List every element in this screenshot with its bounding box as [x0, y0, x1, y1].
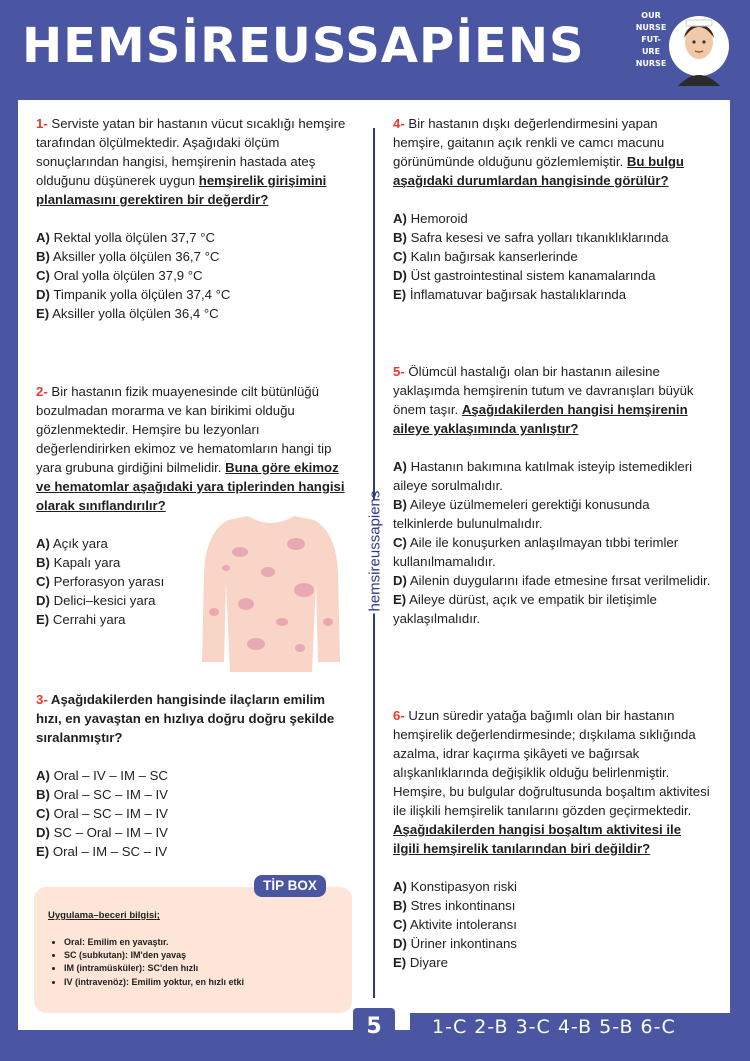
question-emphasis: Buna göre ekimoz ve hematomlar aşağıdaki yara tiplerinden hangisi olarak sınıflandırılır?	[36, 460, 345, 513]
option-c[interactable]	[393, 247, 711, 266]
option-letter: B)	[393, 230, 407, 245]
option-text: İnflamatuvar bağırsak hastalıklarında	[409, 287, 627, 302]
question-stem: Bir hastanın fizik muayenesinde cilt bütünlüğü bozulmadan morarma ve kan birikimi olduğu gözlenmektedir. Hemşire bu lezyonları değerlendirirken ekimoz ve hematomların hangi tip yara grubuna girdiğini bilmelidir.	[36, 384, 332, 475]
option-text: Konstipasyon riski	[410, 879, 517, 894]
option-letter: E)	[393, 955, 407, 970]
badge-line: NURSE	[635, 23, 667, 32]
option-text: Delici–kesici yara	[53, 593, 156, 608]
option-letter: E)	[36, 612, 50, 627]
question-4	[393, 114, 711, 304]
option-text: Hastanın bakımına katılmak isteyip istemedikleri aileye sorulmalıdır.	[393, 459, 693, 493]
question-emphasis: Aşağıdakilerden hangisi boşaltım aktivitesi ile ilgili hemşirelik tanılarından biri değildir?	[393, 822, 682, 856]
option-text: Ailenin duygularını ifade etmesine fırsat verilmelidir.	[409, 573, 711, 588]
question-number: 3-	[36, 692, 48, 707]
option-letter: A)	[393, 459, 407, 474]
option-letter: E)	[36, 844, 50, 859]
option-letter: B)	[36, 249, 50, 264]
option-letter: D)	[36, 593, 50, 608]
tip-item: • IV (intravenöz): Emilim yoktur, en hızlı etki	[64, 976, 244, 989]
option-d[interactable]	[393, 934, 711, 953]
option-text: SC – Oral – IM – IV	[53, 825, 168, 840]
tip-item: • Oral: Emilim en yavaştır.	[64, 936, 244, 949]
badge-line: URE	[641, 47, 661, 56]
option-c[interactable]	[36, 266, 354, 285]
option-b[interactable]	[393, 228, 711, 247]
tip-item: • SC (subkutan): IM'den yavaş	[64, 949, 244, 962]
question-stem: Bir hastanın dışkı değerlendirmesini yapan hemşire, gaitanın açık renkli ve camcı macunu görünümünde olduğunu gözlemlemiştir.	[393, 116, 665, 169]
option-b[interactable]	[393, 896, 711, 915]
question-3	[36, 690, 354, 861]
option-letter: D)	[393, 268, 407, 283]
option-letter: B)	[393, 497, 407, 512]
question-5	[393, 362, 711, 628]
option-text: Rektal yolla ölçülen 37,7 °C	[53, 230, 216, 245]
question-number: 6-	[393, 708, 405, 723]
brand-title: HEMSİREUSSAPİENS	[22, 18, 585, 74]
option-text: Oral – IM – SC – IV	[52, 844, 168, 859]
option-text: Diyare	[409, 955, 448, 970]
badge-line: OUR	[641, 11, 661, 20]
question-stem: Uzun süredir yatağa bağımlı olan bir hastanın hemşirelik değerlendirmesinde; dışkılama sıklığında azalma, idrar kaçırma şikâyeti ve bağırsak alışkanlıklarında değişiklik olduğu belirlenmiştir. Hemşire, bu bulgular doğrultusunda boşaltım aktivitesi ile ilişkili hemşirelik tanılarını gözden geçirmektedir.	[393, 708, 710, 818]
option-a[interactable]	[393, 209, 711, 228]
option-text: Cerrahi yara	[52, 612, 126, 627]
option-text: Kapalı yara	[53, 555, 121, 570]
option-letter: C)	[393, 249, 407, 264]
page-number: 5	[366, 1014, 382, 1039]
tip-item: • IM (intramüsküler): SC'den hızlı	[64, 962, 244, 975]
option-text: Aktivite intoleransı	[409, 917, 517, 932]
option-e[interactable]	[36, 304, 354, 323]
badge-line: FUT-	[641, 35, 661, 44]
option-text: Oral – SC – IM – IV	[53, 787, 168, 802]
option-text: Oral – IV – IM – SC	[53, 768, 168, 783]
tip-box-title: Uygulama–beceri bilgisi;	[48, 910, 160, 921]
question-emphasis: Bu bulgu aşağıdaki durumlardan hangisinde görülür?	[393, 154, 684, 188]
option-letter: C)	[36, 574, 50, 589]
option-d[interactable]	[36, 823, 354, 842]
badge-line: NURSE	[635, 59, 667, 68]
option-letter: C)	[36, 268, 50, 283]
option-b[interactable]	[36, 785, 354, 804]
question-number: 5-	[393, 364, 405, 379]
option-c[interactable]	[393, 533, 711, 571]
option-d[interactable]	[393, 571, 711, 590]
options-list	[36, 766, 354, 861]
option-text: Aksiller yolla ölçülen 36,4 °C	[52, 306, 219, 321]
option-letter: D)	[393, 573, 407, 588]
option-letter: B)	[36, 555, 50, 570]
tip-box-list	[54, 936, 244, 989]
option-e[interactable]	[393, 590, 711, 628]
option-text: Oral yolla ölçülen 37,9 °C	[53, 268, 203, 283]
option-text: Aile ile konuşurken anlaşılmayan tıbbi terimler kullanılmamalıdır.	[393, 535, 679, 569]
option-letter: A)	[393, 211, 407, 226]
vertical-brand-text: hemsireussapiens	[366, 490, 384, 612]
question-6	[393, 706, 711, 972]
question-number: 2-	[36, 384, 48, 399]
options-list	[393, 877, 711, 972]
question-number: 4-	[393, 116, 405, 131]
option-letter: C)	[393, 917, 407, 932]
answer-key: 1-C 2-B 3-C 4-B 5-B 6-C	[432, 1016, 676, 1038]
option-letter: D)	[36, 287, 50, 302]
option-letter: B)	[393, 898, 407, 913]
option-letter: A)	[36, 536, 50, 551]
option-letter: A)	[393, 879, 407, 894]
option-letter: A)	[36, 230, 50, 245]
options-list	[393, 457, 711, 628]
skin-bruise-illustration	[196, 512, 346, 674]
question-emphasis: Aşağıdakilerden hangisi hemşirenin aileye yaklaşımında yanlıştır?	[393, 402, 688, 436]
option-text: Oral – SC – IM – IV	[53, 806, 168, 821]
question-emphasis: hemşirelik girişimini planlamasını gerektiren bir değerdir?	[36, 173, 327, 207]
option-text: Perforasyon yarası	[53, 574, 165, 589]
option-text: Açık yara	[52, 536, 108, 551]
option-letter: A)	[36, 768, 50, 783]
option-letter: C)	[393, 535, 407, 550]
question-1	[36, 114, 354, 323]
option-text: Timpanik yolla ölçülen 37,4 °C	[53, 287, 231, 302]
option-c[interactable]	[36, 804, 354, 823]
option-letter: C)	[36, 806, 50, 821]
option-letter: D)	[36, 825, 50, 840]
nurse-portrait-icon	[668, 8, 730, 90]
option-text: Kalın bağırsak kanserlerinde	[410, 249, 578, 264]
question-stem: Ölümcül hastalığı olan bir hastanın ailesine yaklaşımda hemşirenin tutum ve davranışları büyük önem taşır.	[393, 364, 694, 417]
option-d[interactable]	[393, 266, 711, 285]
option-d[interactable]	[36, 285, 354, 304]
option-text: Safra kesesi ve safra yolları tıkanıklıklarında	[410, 230, 669, 245]
option-letter: E)	[393, 287, 407, 302]
option-a[interactable]	[393, 877, 711, 896]
option-letter: E)	[36, 306, 50, 321]
option-a[interactable]	[36, 228, 354, 247]
option-text: Aileye üzülmemeleri gerektiği konusunda telkinlerde bulunulmalıdır.	[393, 497, 650, 531]
option-text: Aileye dürüst, açık ve empatik bir iletişimle yaklaşılmalıdır.	[393, 592, 657, 626]
option-text: Üriner inkontinans	[410, 936, 517, 951]
question-stem: Aşağıdakilerden hangisinde ilaçların emilim hızı, en yavaştan en hızlıya doğru doğru şekilde sıralanmıştır?	[36, 692, 335, 745]
option-e[interactable]	[36, 842, 354, 861]
option-text: Hemoroid	[410, 211, 468, 226]
option-text: Aksiller yolla ölçülen 36,7 °C	[52, 249, 220, 264]
question-stem: Serviste yatan bir hastanın vücut sıcaklığı hemşire tarafından ölçülmektedir. Aşağıdaki ölçüm sonuçlarından hangisi, hemşirenin hastada ateş olduğunu düşünerek uygun	[36, 116, 346, 188]
option-letter: B)	[36, 787, 50, 802]
option-text: Stres inkontinansı	[410, 898, 516, 913]
question-number: 1-	[36, 116, 48, 131]
option-text: Üst gastrointestinal sistem kanamalarında	[410, 268, 656, 283]
options-list	[393, 209, 711, 304]
option-letter: E)	[393, 592, 407, 607]
option-b[interactable]	[393, 495, 711, 533]
option-e[interactable]	[393, 285, 711, 304]
option-a[interactable]	[36, 766, 354, 785]
option-letter: D)	[393, 936, 407, 951]
option-e[interactable]	[393, 953, 711, 972]
options-list	[36, 228, 354, 323]
option-c[interactable]	[393, 915, 711, 934]
option-b[interactable]	[36, 247, 354, 266]
option-a[interactable]	[393, 457, 711, 495]
tip-box-label: TİP BOX	[254, 875, 326, 897]
